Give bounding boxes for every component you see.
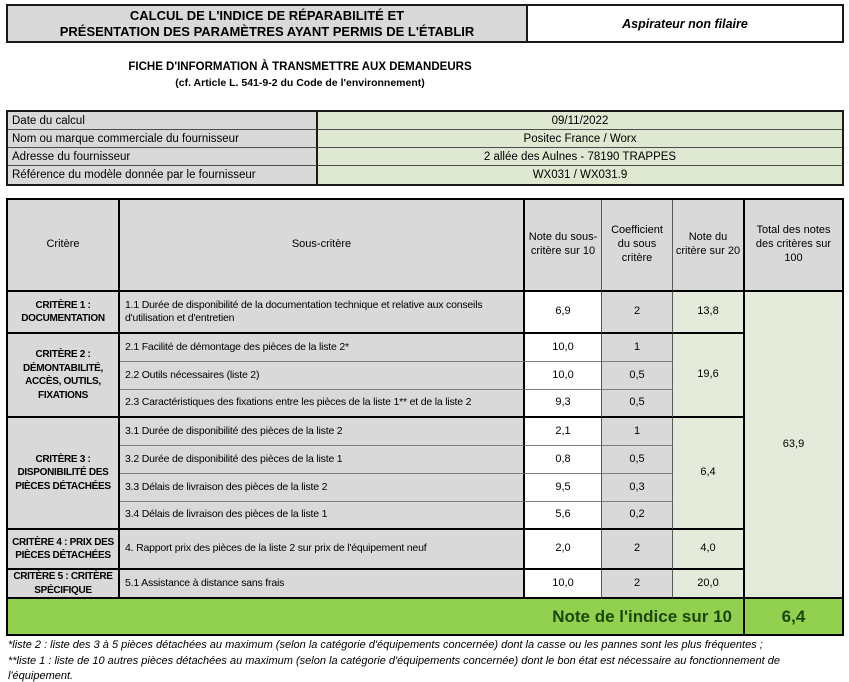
coefficient-cell-3-4: 0,2 <box>602 502 673 530</box>
info-value-date: 09/11/2022 <box>318 112 842 130</box>
sub-criterion-2-2: 2.2 Outils nécessaires (liste 2) <box>120 362 525 390</box>
criterion-2-label: CRITÈRE 2 : DÉMONTABILITÉ, ACCÈS, OUTILS, FIXATIONS <box>8 334 120 418</box>
coefficient-cell-3-3: 0,3 <box>602 474 673 502</box>
footnote-liste-2: *liste 2 : liste des 3 à 5 pièces détachées au maximum (selon la catégorie d'équipements concernée) dont la casse ou les pannes sont les plus fréquentes ; <box>8 639 763 651</box>
coefficient-cell-4: 2 <box>602 530 673 570</box>
coefficient-cell-1-1: 2 <box>602 292 673 334</box>
sub-criterion-2-3: 2.3 Caractéristiques des fixations entre les pièces de la liste 1** et de la liste 2 <box>120 390 525 418</box>
note-cell-2-1: 10,0 <box>525 334 602 362</box>
total-notes-cell: 63,9 <box>745 292 842 599</box>
note-cell-4: 2,0 <box>525 530 602 570</box>
coefficient-cell-3-2: 0,5 <box>602 446 673 474</box>
subtitle-line-2: (cf. Article L. 541-9-2 du Code de l'environnement) <box>175 77 425 89</box>
coefficient-cell-2-1: 1 <box>602 334 673 362</box>
info-value-address: 2 allée des Aulnes - 78190 TRAPPES <box>318 148 842 166</box>
product-category-label: Aspirateur non filaire <box>622 16 748 31</box>
document-title-cell <box>8 6 528 41</box>
criterion-3-note20: 6,4 <box>673 418 745 530</box>
product-category-cell <box>528 6 842 41</box>
coefficient-cell-2-2: 0,5 <box>602 362 673 390</box>
coefficient-cell-5-1: 2 <box>602 570 673 599</box>
criteria-table <box>6 198 844 636</box>
footnotes-block <box>8 638 842 682</box>
sub-criterion-4: 4. Rapport prix des pièces de la liste 2 sur prix de l'équipement neuf <box>120 530 525 570</box>
title-line-2: PRÉSENTATION DES PARAMÈTRES AYANT PERMIS DE L'ÉTABLIR <box>59 23 475 39</box>
sub-criterion-5-1: 5.1 Assistance à distance sans frais <box>120 570 525 599</box>
sub-criterion-2-1: 2.1 Facilité de démontage des pièces de la liste 2* <box>120 334 525 362</box>
criterion-1-note20: 13,8 <box>673 292 745 334</box>
criterion-1-label: CRITÈRE 1 : DOCUMENTATION <box>8 292 120 334</box>
sub-criterion-3-1: 3.1 Durée de disponibilité des pièces de la liste 2 <box>120 418 525 446</box>
final-score-value: 6,4 <box>745 599 842 634</box>
sub-criterion-3-4: 3.4 Délais de livraison des pièces de la liste 1 <box>120 502 525 530</box>
note-cell-2-3: 9,3 <box>525 390 602 418</box>
sub-criterion-3-2: 3.2 Durée de disponibilité des pièces de la liste 1 <box>120 446 525 474</box>
info-value-model: WX031 / WX031.9 <box>318 166 842 184</box>
subtitle-line-1: FICHE D'INFORMATION À TRANSMETTRE AUX DEMANDEURS <box>128 61 472 73</box>
coefficient-cell-3-1: 1 <box>602 418 673 446</box>
note-cell-3-3: 9,5 <box>525 474 602 502</box>
criterion-5-label: CRITÈRE 5 : CRITÈRE SPÉCIFIQUE <box>8 570 120 599</box>
coefficient-cell-2-3: 0,5 <box>602 390 673 418</box>
subtitle-block <box>0 61 600 89</box>
col-header-total-100: Total des notes des critères sur 100 <box>745 200 842 292</box>
criterion-4-label: CRITÈRE 4 : PRIX DES PIÈCES DÉTACHÉES <box>8 530 120 570</box>
col-header-critere: Critère <box>8 200 120 292</box>
criterion-3-label: CRITÈRE 3 : DISPONIBILITÉ DES PIÈCES DÉTACHÉES <box>8 418 120 530</box>
supplier-info-table <box>6 110 844 186</box>
note-cell-1-1: 6,9 <box>525 292 602 334</box>
criterion-4-note20: 4,0 <box>673 530 745 570</box>
info-label-date: Date du calcul <box>8 112 318 130</box>
note-cell-3-1: 2,1 <box>525 418 602 446</box>
footnote-liste-1: **liste 1 : liste de 10 autres pièces détachées au maximum (selon la catégorie d'équipements concernée) dont le bon état est nécessaire au fonctionnement de l'équipement. <box>8 654 780 682</box>
header-table <box>6 4 844 43</box>
note-cell-3-2: 0,8 <box>525 446 602 474</box>
sub-criterion-1-1: 1.1 Durée de disponibilité de la documentation technique et relative aux conseils d'utilisation et d'entretien <box>120 292 525 334</box>
col-header-coefficient: Coefficient du sous critère <box>602 200 673 292</box>
col-header-sous-critere: Sous-critère <box>120 200 525 292</box>
info-label-address: Adresse du fournisseur <box>8 148 318 166</box>
criterion-5-note20: 20,0 <box>673 570 745 599</box>
title-line-1: CALCUL DE L'INDICE DE RÉPARABILITÉ ET <box>129 7 405 23</box>
note-cell-3-4: 5,6 <box>525 502 602 530</box>
note-cell-5-1: 10,0 <box>525 570 602 599</box>
col-header-note-sous-critere: Note du sous-critère sur 10 <box>525 200 602 292</box>
note-cell-2-2: 10,0 <box>525 362 602 390</box>
col-header-note-critere-20: Note du critère sur 20 <box>673 200 745 292</box>
criterion-2-note20: 19,6 <box>673 334 745 418</box>
sub-criterion-3-3: 3.3 Délais de livraison des pièces de la liste 2 <box>120 474 525 502</box>
final-score-label: Note de l'indice sur 10 <box>8 599 745 634</box>
info-label-brand: Nom ou marque commerciale du fournisseur <box>8 130 318 148</box>
info-label-model: Référence du modèle donnée par le fournisseur <box>8 166 318 184</box>
info-value-brand: Positec France / Worx <box>318 130 842 148</box>
